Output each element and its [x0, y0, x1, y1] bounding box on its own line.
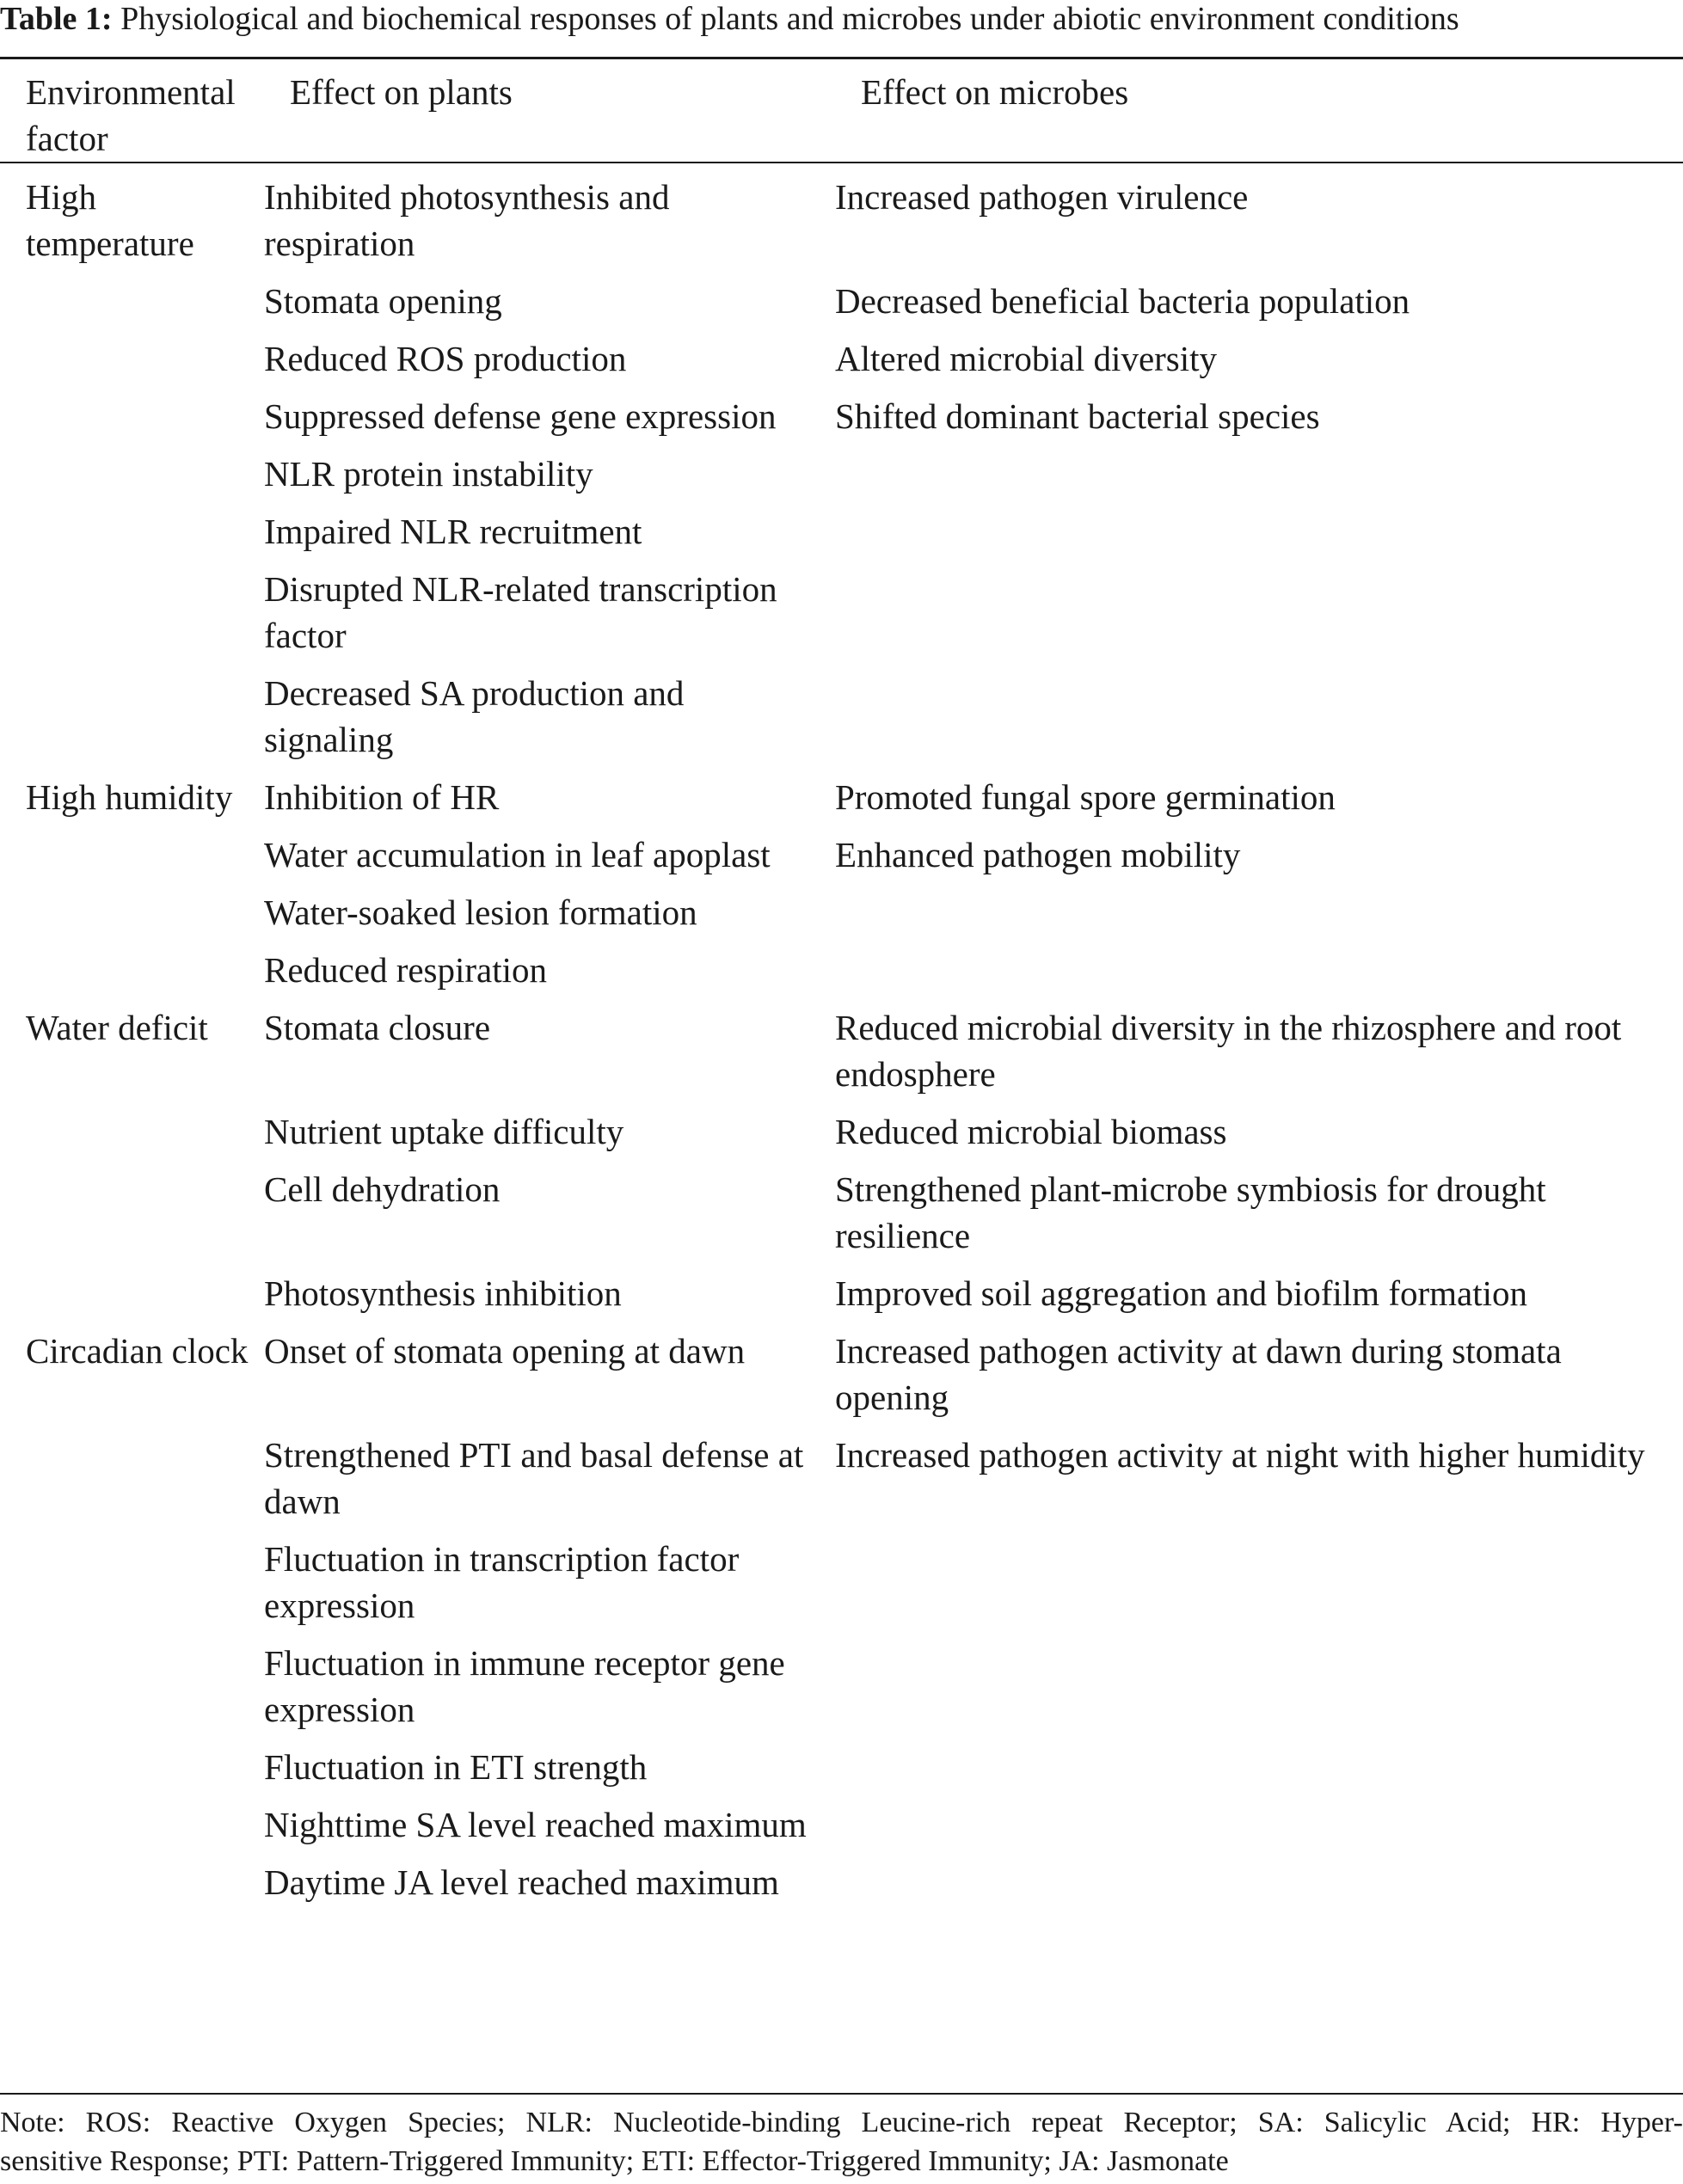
table-row: [264, 1744, 1683, 1801]
plant-effect-cell: Reduced respiration: [264, 950, 548, 990]
plant-effect-cell: Water-soaked lesion formation: [264, 893, 697, 932]
microbe-effect-cell: Enhanced pathogen mobility: [835, 835, 1241, 874]
microbe-effect-cell: Increased pathogen activity at night with higher humidity: [835, 1435, 1645, 1475]
plant-effect-cell: Inhibition of HR: [264, 777, 500, 817]
plant-effect-cell: Stomata opening: [264, 281, 502, 321]
microbe-effect-cell: Decreased beneficial bacteria population: [835, 281, 1410, 321]
microbe-effect-cell: [835, 1859, 1657, 1905]
microbe-effect-cell: [835, 1536, 1657, 1629]
microbe-effect-cell: [835, 451, 1657, 497]
plant-effect-cell: Daytime JA level reached maximum: [264, 1862, 779, 1902]
plant-effect-cell: Inhibited photosynthesis and respiration: [264, 177, 670, 263]
microbe-effect-cell: [835, 1744, 1657, 1790]
plant-effect-cell: Stomata closure: [264, 1008, 491, 1047]
microbe-effect-cell: Altered microbial diversity: [835, 339, 1218, 378]
microbe-effect-cell: Increased pathogen activity at dawn during stomata opening: [835, 1331, 1562, 1417]
factor-cell: High humidity: [26, 777, 233, 817]
table-group: [0, 1328, 1683, 1917]
table-row: [264, 278, 1683, 335]
table-row: [264, 889, 1683, 947]
table-row: [264, 1536, 1683, 1640]
table-row: [264, 1166, 1683, 1270]
plant-effect-cell: Nighttime SA level reached maximum: [264, 1805, 807, 1844]
plant-effect-cell: Photosynthesis inhibition: [264, 1273, 622, 1313]
plant-effect-cell: Fluctuation in transcription factor expression: [264, 1539, 740, 1625]
microbe-effect-cell: [835, 670, 1657, 763]
plant-effect-cell: NLR protein instability: [264, 454, 593, 494]
plant-effect-cell: Nutrient uptake difficulty: [264, 1112, 624, 1151]
microbe-effect-cell: Increased pathogen virulence: [835, 177, 1249, 217]
plant-effect-cell: Onset of stomata opening at dawn: [264, 1331, 746, 1371]
factor-cell: Circadian clock: [26, 1331, 249, 1371]
table-body: [0, 174, 1683, 1917]
microbe-effect-cell: Reduced microbial biomass: [835, 1112, 1227, 1151]
table-row: [264, 774, 1683, 831]
plant-effect-cell: Strengthened PTI and basal defense at dawn: [264, 1435, 804, 1521]
microbe-effect-cell: [835, 1640, 1657, 1733]
header-environmental-factor: Environmental factor: [26, 72, 236, 158]
table-title: Physiological and biochemical responses of plants and microbes under abiotic environment conditions: [120, 1, 1459, 37]
plant-effect-cell: Fluctuation in immune receptor gene expression: [264, 1643, 785, 1729]
table-row: [264, 1859, 1683, 1917]
factor-cell: High temperature: [26, 177, 194, 263]
plant-effect-cell: Fluctuation in ETI strength: [264, 1747, 648, 1787]
microbe-effect-cell: Reduced microbial diversity in the rhizosphere and root endosphere: [835, 1008, 1622, 1094]
microbe-effect-cell: [835, 566, 1657, 659]
header-effect-on-plants: Effect on plants: [290, 72, 513, 112]
table-row: [264, 1801, 1683, 1859]
table-row: [264, 831, 1683, 889]
microbe-effect-cell: Strengthened plant-microbe symbiosis for drought resilience: [835, 1169, 1546, 1255]
table-row: [264, 451, 1683, 508]
table-row: [264, 335, 1683, 393]
microbe-effect-cell: [835, 947, 1657, 993]
table-row: [264, 1328, 1683, 1432]
microbe-effect-cell: [835, 889, 1657, 936]
table-row: [264, 1270, 1683, 1328]
table-row: [264, 1640, 1683, 1744]
table-row: [264, 1108, 1683, 1166]
table-group: [0, 174, 1683, 774]
table-row: [264, 566, 1683, 670]
note-line-1: Note: ROS: Reactive Oxygen Species; NLR: Nucleotide-binding Leucine-rich repeat Receptor; SA: Salicylic Acid; HR: Hyper-: [0, 2107, 1683, 2138]
table-row: [264, 947, 1683, 1004]
note-line-2: sensitive Response; PTI: Pattern-Triggered Immunity; ETI: Effector-Triggered Immunity; JA: Jasmonate: [0, 2145, 1229, 2177]
plant-effect-cell: Impaired NLR recruitment: [264, 512, 642, 551]
table-row: [264, 174, 1683, 278]
bottom-rule: [0, 2093, 1683, 2095]
table-row: [264, 670, 1683, 774]
microbe-effect-cell: Shifted dominant bacterial species: [835, 396, 1320, 436]
microbe-effect-cell: [835, 508, 1657, 555]
plant-effect-cell: Reduced ROS production: [264, 339, 627, 378]
plant-effect-cell: Decreased SA production and signaling: [264, 673, 685, 759]
table-label: Table 1:: [0, 1, 113, 37]
table-row: [264, 1004, 1683, 1108]
table-note: [0, 2103, 1683, 2181]
microbe-effect-cell: [835, 1801, 1657, 1848]
table-row: [264, 508, 1683, 566]
factor-cell: Water deficit: [26, 1008, 208, 1047]
plant-effect-cell: Water accumulation in leaf apoplast: [264, 835, 771, 874]
plant-effect-cell: Cell dehydration: [264, 1169, 501, 1209]
microbe-effect-cell: Promoted fungal spore germination: [835, 777, 1336, 817]
table-row: [264, 1432, 1683, 1536]
table-group: [0, 774, 1683, 1004]
plant-effect-cell: Disrupted NLR-related transcription factor: [264, 569, 777, 655]
table-group: [0, 1004, 1683, 1328]
microbe-effect-cell: Improved soil aggregation and biofilm formation: [835, 1273, 1528, 1313]
header-effect-on-microbes: Effect on microbes: [861, 72, 1129, 112]
top-rule: [0, 57, 1683, 59]
table-caption: [0, 0, 1683, 38]
plant-effect-cell: Suppressed defense gene expression: [264, 396, 777, 436]
header-rule: [0, 162, 1683, 163]
table-row: [264, 393, 1683, 451]
